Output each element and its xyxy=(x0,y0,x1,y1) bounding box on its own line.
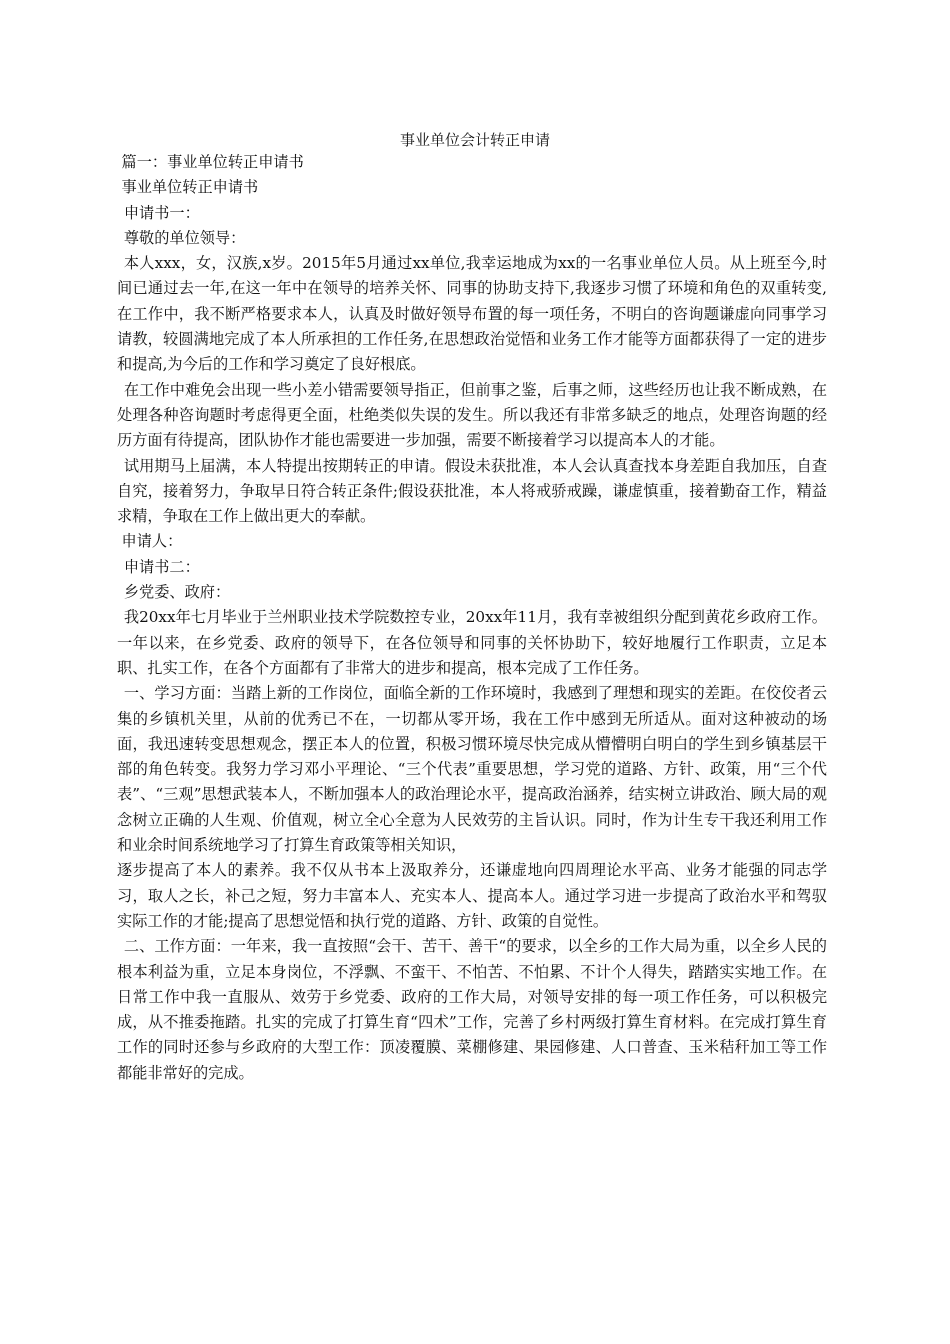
paragraph-applicant: 申请人： xyxy=(121,532,183,551)
paragraph-body: 我20xx年七月毕业于兰州职业技术学院数控专业，20xx年11月，我有幸被组织分配到黄花乡政府工作。一年以来，在乡党委、政府的领导下，在各位领导和同事的关怀协助下，较好地履行工作职责，立足本职、扎实工作，在各个方面都有了非常大的进步和提高，根本完成了工作任务。 xyxy=(117,608,827,677)
paragraph-body: 试用期马上届满，本人特提出按期转正的申请。假设未获批准，本人会认真查找本身差距自我加压，自查自究，接着努力，争取早日符合转正条件;假设获批准，本人将戒骄戒躁，谦虚慎重，接着勤奋工作，精益求精，争取在工作上做出更大的奉献。 xyxy=(117,456,827,526)
paragraph-salutation-one: 尊敬的单位领导： xyxy=(123,228,246,247)
paragraph-heading-part1: 篇一：事业单位转正申请书 xyxy=(121,153,304,171)
document-body xyxy=(117,150,827,1086)
paragraph-body: 一、学习方面：当踏上新的工作岗位，面临全新的工作环境时，我感到了理想和现实的差距。在佼佼者云集的乡镇机关里，从前的优秀已不在，一切都从零开场，我在工作中感到无所适从。面对这种被动的场面，我迅速转变思想观念，摆正本人的位置，积极习惯环境尽快完成从懵懵明白明白的学生到乡镇基层干部的角色转变。我努力学习邓小平理论、“三个代表”重要思想，学习党的道路、方针、政策，用“三个代表”、“三观”思想武装本人，不断加强本人的政治理论水平，提高政治涵养，结实树立讲政治、顾大局的观念树立正确的人生观、价值观，树立全心全意为人民效劳的主旨认识。同时，作为计生专干我还利用工作和业余时间系统地学习了打算生育政策等相关知识， xyxy=(117,684,827,855)
paragraph-body: 在工作中难免会出现一些小差小错需要领导指正，但前事之鉴，后事之师，这些经历也让我不断成熟，在处理各种咨询题时考虑得更全面，杜绝类似失误的发生。所以我还有非常多缺乏的地点，处理咨询题的经历方面有待提高，团队协作才能也需要进一步加强，需要不断接着学习以提高本人的才能。 xyxy=(117,380,827,450)
paragraph-subtitle: 事业单位转正申请书 xyxy=(121,178,259,197)
document-title: 事业单位会计转正申请 xyxy=(399,131,550,149)
paragraph-salutation-two: 乡党委、政府： xyxy=(123,583,231,602)
paragraph-body: 二、工作方面：一年来，我一直按照“会干、苦干、善干“的要求，以全乡的工作大局为重，以全乡人民的根本利益为重，立足本身岗位，不浮飘、不蛮干、不怕苦、不怕累、不计个人得失，踏踏实实地工作。在日常工作中我一直服从、效劳于乡党委、政府的工作大局，对领导安排的每一项工作任务，可以积极完成，从不推委拖踏。扎实的完成了打算生育“四术”工作，完善了乡村两级打算生育材料。在完成打算生育工作的同时还参与乡政府的大型工作：顶凌覆膜、菜棚修建、果园修建、人口普查、玉米秸秆加工等工作都能非常好的完成。 xyxy=(117,937,827,1082)
paragraph-body: 本人xxx，女，汉族,x岁。2015年5月通过xx单位,我幸运地成为xx的一名事业单位人员。从上班至今,时间已通过去一年,在这一年中在领导的培养关怀、同事的协助支持下,我逐步习惯了环境和角色的双重转变, 在工作中，我不断严格要求本人，认真及时做好领导布置的每一项任务，不明白的咨询题谦虚向同事学习请教，较圆满地完成了本人所承担的工作任务,在思想政治觉悟和业务工作才能等方面都获得了一定的进步和提高,为今后的工作和学习奠定了良好根底。 xyxy=(117,254,827,374)
paragraph-letter-two-label: 申请书二： xyxy=(123,557,200,576)
paragraph-letter-one-label: 申请书一： xyxy=(123,203,200,222)
paragraph-body: 逐步提高了本人的素养。我不仅从书本上汲取养分，还谦虚地向四周理论水平高、业务才能强的同志学习，取人之长，补己之短，努力丰富本人、充实本人、提高本人。通过学习进一步提高了政治水平和驾驭实际工作的才能;提高了思想觉悟和执行党的道路、方针、政策的自觉性。 xyxy=(117,861,827,930)
